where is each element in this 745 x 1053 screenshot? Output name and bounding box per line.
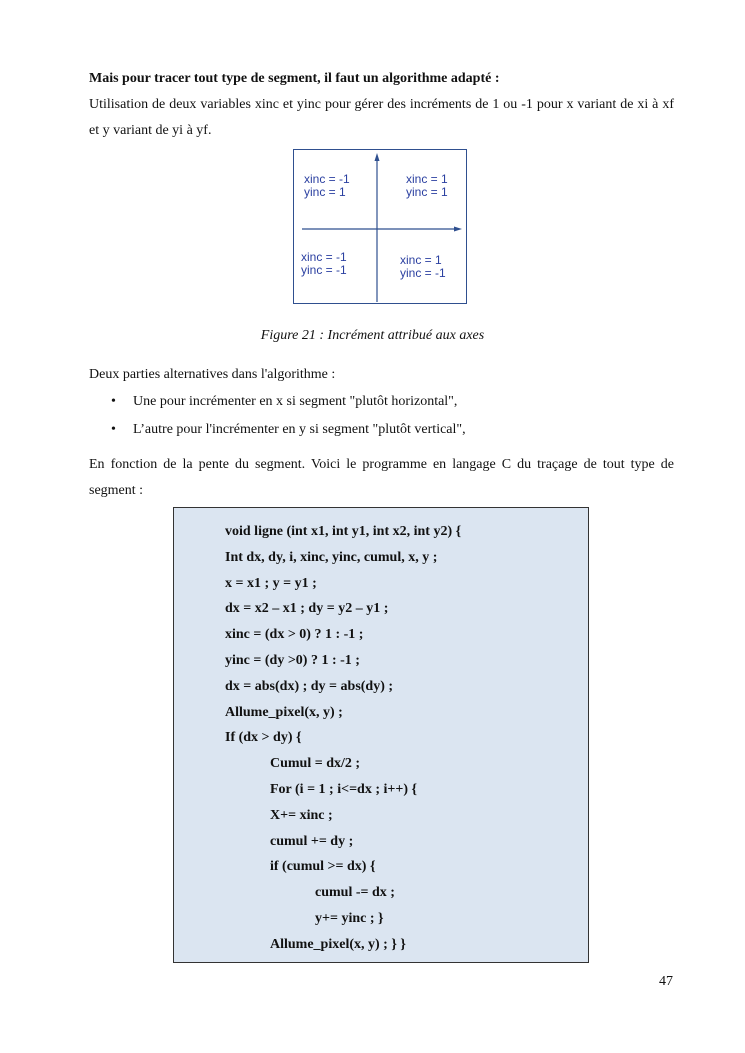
code-line: dx = abs(dx) ; dy = abs(dy) ;	[225, 678, 394, 694]
alternatives-paragraph: Deux parties alternatives dans l'algorithme :	[89, 367, 336, 382]
yinc-label: yinc = 1	[406, 185, 448, 199]
code-line: Int dx, dy, i, xinc, yinc, cumul, x, y ;	[225, 549, 438, 565]
page-number: 47	[659, 974, 673, 989]
quadrant-top-left	[304, 173, 350, 199]
code-line: yinc = (dy >0) ? 1 : -1 ;	[225, 653, 360, 668]
code-line: dx = x2 – x1 ; dy = y2 – y1 ;	[225, 601, 389, 617]
yinc-label: yinc = -1	[301, 263, 347, 277]
list-item	[89, 388, 674, 416]
yinc-label: yinc = -1	[400, 266, 446, 280]
code-line: X+= xinc ;	[270, 807, 333, 823]
code-line: cumul += dy ;	[270, 833, 354, 849]
quadrant-bottom-left	[301, 251, 347, 277]
program-intro-paragraph: En fonction de la pente du segment. Voici le programme en langage C du traçage de tout type de segment :	[89, 457, 674, 498]
vertical-axis-arrow	[375, 153, 380, 161]
code-line: Cumul = dx/2 ;	[270, 756, 361, 772]
increment-axes-figure	[293, 149, 467, 304]
xinc-label: xinc = -1	[301, 250, 347, 264]
code-line: if (cumul >= dx) {	[270, 859, 376, 875]
alternatives-list	[89, 388, 674, 444]
quadrant-top-right	[406, 173, 448, 199]
code-line: Allume_pixel(x, y) ; } }	[270, 936, 406, 952]
horizontal-axis-arrow	[454, 227, 462, 232]
list-item-text: Une pour incrémenter en x si segment "plutôt horizontal",	[133, 394, 458, 409]
code-line: Allume_pixel(x, y) ;	[225, 704, 343, 720]
xinc-label: xinc = 1	[400, 253, 442, 267]
code-line: void ligne (int x1, int y1, int x2, int y2) {	[225, 524, 462, 539]
code-line: x = x1 ; y = y1 ;	[225, 575, 317, 591]
quadrant-bottom-right	[400, 254, 446, 280]
code-line: y+= yinc ; }	[315, 911, 384, 926]
yinc-label: yinc = 1	[304, 185, 346, 199]
code-line: xinc = (dx > 0) ? 1 : -1 ;	[225, 627, 364, 643]
xinc-label: xinc = 1	[406, 172, 448, 186]
section-heading: Mais pour tracer tout type de segment, il faut un algorithme adapté :	[89, 71, 500, 86]
list-item-text: L’autre pour l'incrémenter en y si segment "plutôt vertical",	[133, 422, 466, 437]
code-line: cumul -= dx ;	[315, 885, 395, 901]
code-listing	[173, 507, 589, 963]
list-item	[89, 416, 674, 444]
code-line: For (i = 1 ; i<=dx ; i++) {	[270, 782, 418, 797]
xinc-label: xinc = -1	[304, 172, 350, 186]
bullet-icon: •	[111, 394, 116, 409]
intro-paragraph: Utilisation de deux variables xinc et yinc pour gérer des incréments de 1 ou -1 pour x variant de xi à xf et y variant de yi à yf.	[89, 97, 674, 138]
bullet-icon: •	[111, 422, 116, 437]
code-line: If (dx > dy) {	[225, 730, 302, 746]
figure-caption: Figure 21 : Incrément attribué aux axes	[260, 328, 485, 343]
